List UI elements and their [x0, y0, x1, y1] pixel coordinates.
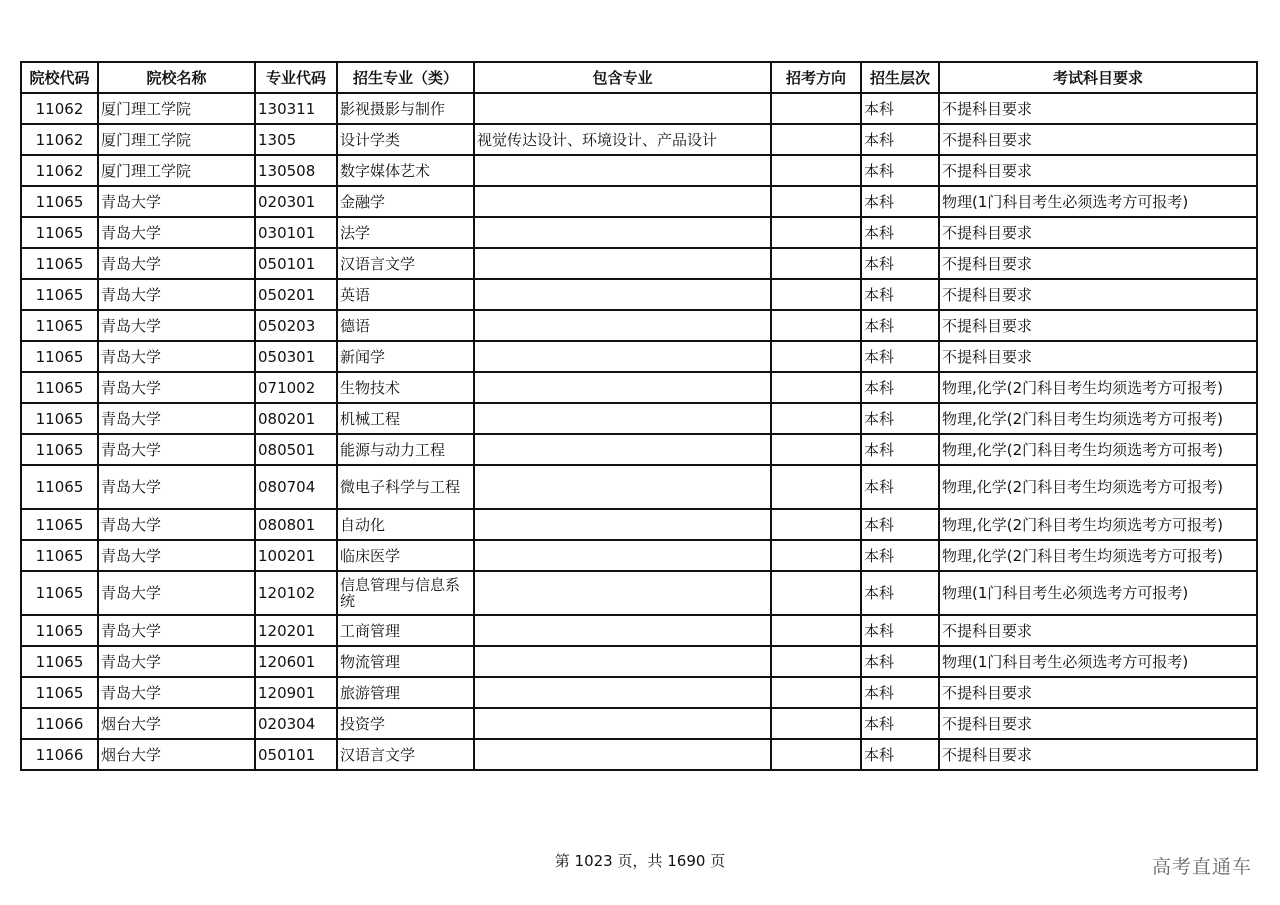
cell-direction [771, 434, 861, 465]
table-row [21, 571, 1257, 615]
cell-major: 投资学 [337, 708, 474, 739]
cell-school-name: 青岛大学 [98, 372, 255, 403]
cell-subjects: 不提科目要求 [939, 739, 1257, 770]
cell-direction [771, 217, 861, 248]
cell-level: 本科 [861, 186, 939, 217]
cell-level: 本科 [861, 571, 939, 615]
cell-level: 本科 [861, 372, 939, 403]
cell-major-code: 050101 [255, 739, 337, 770]
cell-school-name: 青岛大学 [98, 677, 255, 708]
table-row [21, 708, 1257, 739]
cell-school-code: 11065 [21, 186, 98, 217]
table-row [21, 248, 1257, 279]
cell-school-name: 青岛大学 [98, 310, 255, 341]
cell-major: 德语 [337, 310, 474, 341]
cell-school-code: 11066 [21, 739, 98, 770]
cell-school-code: 11065 [21, 571, 98, 615]
cell-major-code: 080704 [255, 465, 337, 509]
header-school-code: 院校代码 [21, 62, 98, 93]
cell-major-code: 071002 [255, 372, 337, 403]
cell-major: 信息管理与信息系统 [337, 571, 474, 615]
cell-level: 本科 [861, 739, 939, 770]
table-row [21, 124, 1257, 155]
table-row [21, 186, 1257, 217]
cell-direction [771, 186, 861, 217]
cell-included-majors [474, 434, 771, 465]
cell-school-code: 11065 [21, 615, 98, 646]
cell-major: 机械工程 [337, 403, 474, 434]
cell-school-name: 青岛大学 [98, 646, 255, 677]
cell-school-name: 青岛大学 [98, 403, 255, 434]
cell-school-name: 青岛大学 [98, 465, 255, 509]
table-body [21, 93, 1257, 770]
header-school-name: 院校名称 [98, 62, 255, 93]
cell-major: 旅游管理 [337, 677, 474, 708]
cell-level: 本科 [861, 540, 939, 571]
cell-school-name: 青岛大学 [98, 248, 255, 279]
cell-direction [771, 677, 861, 708]
cell-subjects: 不提科目要求 [939, 155, 1257, 186]
cell-direction [771, 708, 861, 739]
cell-school-name: 青岛大学 [98, 509, 255, 540]
cell-school-name: 青岛大学 [98, 540, 255, 571]
watermark: 高考直通车 [1151, 856, 1252, 878]
cell-school-name: 烟台大学 [98, 739, 255, 770]
cell-major: 数字媒体艺术 [337, 155, 474, 186]
cell-major-code: 050203 [255, 310, 337, 341]
cell-major-code: 1305 [255, 124, 337, 155]
cell-included-majors [474, 708, 771, 739]
table-row [21, 677, 1257, 708]
cell-major: 英语 [337, 279, 474, 310]
table-row [21, 739, 1257, 770]
cell-school-name: 厦门理工学院 [98, 93, 255, 124]
table-row [21, 372, 1257, 403]
cell-major-code: 050301 [255, 341, 337, 372]
cell-direction [771, 124, 861, 155]
cell-included-majors [474, 93, 771, 124]
table-row [21, 155, 1257, 186]
cell-school-code: 11065 [21, 248, 98, 279]
cell-school-name: 青岛大学 [98, 571, 255, 615]
cell-major-code: 080501 [255, 434, 337, 465]
cell-subjects: 物理,化学(2门科目考生均须选考方可报考) [939, 403, 1257, 434]
cell-major-code: 030101 [255, 217, 337, 248]
cell-school-code: 11065 [21, 646, 98, 677]
cell-direction [771, 372, 861, 403]
cell-school-code: 11065 [21, 372, 98, 403]
table-row [21, 310, 1257, 341]
cell-direction [771, 403, 861, 434]
cell-level: 本科 [861, 155, 939, 186]
cell-school-name: 青岛大学 [98, 341, 255, 372]
cell-direction [771, 540, 861, 571]
cell-subjects: 物理(1门科目考生必须选考方可报考) [939, 186, 1257, 217]
cell-direction [771, 571, 861, 615]
cell-included-majors [474, 310, 771, 341]
cell-major-code: 050201 [255, 279, 337, 310]
table-row [21, 341, 1257, 372]
cell-subjects: 物理(1门科目考生必须选考方可报考) [939, 646, 1257, 677]
cell-level: 本科 [861, 310, 939, 341]
cell-school-code: 11065 [21, 434, 98, 465]
cell-level: 本科 [861, 403, 939, 434]
cell-school-code: 11062 [21, 124, 98, 155]
cell-major: 金融学 [337, 186, 474, 217]
cell-major-code: 120901 [255, 677, 337, 708]
table-row [21, 646, 1257, 677]
cell-level: 本科 [861, 434, 939, 465]
cell-school-name: 厦门理工学院 [98, 124, 255, 155]
cell-major: 新闻学 [337, 341, 474, 372]
cell-major-code: 080801 [255, 509, 337, 540]
cell-included-majors [474, 279, 771, 310]
cell-level: 本科 [861, 465, 939, 509]
cell-included-majors [474, 372, 771, 403]
cell-major-code: 020304 [255, 708, 337, 739]
cell-level: 本科 [861, 509, 939, 540]
cell-major: 汉语言文学 [337, 248, 474, 279]
cell-major: 工商管理 [337, 615, 474, 646]
table-row [21, 434, 1257, 465]
cell-school-code: 11065 [21, 403, 98, 434]
cell-level: 本科 [861, 124, 939, 155]
cell-direction [771, 509, 861, 540]
cell-level: 本科 [861, 341, 939, 372]
table-header-row [21, 62, 1257, 93]
cell-included-majors [474, 646, 771, 677]
cell-subjects: 物理,化学(2门科目考生均须选考方可报考) [939, 540, 1257, 571]
cell-included-majors [474, 739, 771, 770]
cell-included-majors: 视觉传达设计、环境设计、产品设计 [474, 124, 771, 155]
table-row [21, 279, 1257, 310]
header-level: 招生层次 [861, 62, 939, 93]
table-row [21, 615, 1257, 646]
cell-subjects: 不提科目要求 [939, 124, 1257, 155]
header-direction: 招考方向 [771, 62, 861, 93]
cell-school-name: 青岛大学 [98, 615, 255, 646]
cell-major-code: 020301 [255, 186, 337, 217]
cell-school-code: 11065 [21, 677, 98, 708]
cell-school-code: 11062 [21, 155, 98, 186]
table-row [21, 403, 1257, 434]
cell-major-code: 120102 [255, 571, 337, 615]
cell-level: 本科 [861, 248, 939, 279]
cell-major-code: 080201 [255, 403, 337, 434]
cell-subjects: 不提科目要求 [939, 310, 1257, 341]
cell-school-code: 11065 [21, 217, 98, 248]
cell-subjects: 不提科目要求 [939, 248, 1257, 279]
cell-included-majors [474, 341, 771, 372]
cell-direction [771, 465, 861, 509]
cell-major-code: 120201 [255, 615, 337, 646]
cell-major: 物流管理 [337, 646, 474, 677]
cell-included-majors [474, 155, 771, 186]
cell-included-majors [474, 465, 771, 509]
cell-major: 影视摄影与制作 [337, 93, 474, 124]
cell-major-code: 120601 [255, 646, 337, 677]
cell-school-code: 11065 [21, 279, 98, 310]
table-row [21, 217, 1257, 248]
cell-subjects: 物理,化学(2门科目考生均须选考方可报考) [939, 509, 1257, 540]
cell-level: 本科 [861, 217, 939, 248]
cell-subjects: 不提科目要求 [939, 217, 1257, 248]
cell-school-code: 11065 [21, 465, 98, 509]
cell-direction [771, 248, 861, 279]
cell-subjects: 物理(1门科目考生必须选考方可报考) [939, 571, 1257, 615]
cell-direction [771, 739, 861, 770]
cell-major: 临床医学 [337, 540, 474, 571]
table-row [21, 509, 1257, 540]
cell-school-code: 11065 [21, 540, 98, 571]
cell-subjects: 不提科目要求 [939, 677, 1257, 708]
cell-school-name: 青岛大学 [98, 279, 255, 310]
cell-direction [771, 341, 861, 372]
cell-level: 本科 [861, 93, 939, 124]
cell-level: 本科 [861, 646, 939, 677]
cell-subjects: 物理,化学(2门科目考生均须选考方可报考) [939, 434, 1257, 465]
cell-included-majors [474, 403, 771, 434]
header-included-majors: 包含专业 [474, 62, 771, 93]
cell-major-code: 100201 [255, 540, 337, 571]
cell-included-majors [474, 509, 771, 540]
cell-major: 法学 [337, 217, 474, 248]
header-subjects: 考试科目要求 [939, 62, 1257, 93]
cell-major: 自动化 [337, 509, 474, 540]
cell-direction [771, 615, 861, 646]
cell-included-majors [474, 677, 771, 708]
cell-subjects: 不提科目要求 [939, 615, 1257, 646]
cell-subjects: 不提科目要求 [939, 93, 1257, 124]
cell-included-majors [474, 217, 771, 248]
cell-school-code: 11066 [21, 708, 98, 739]
cell-school-name: 青岛大学 [98, 434, 255, 465]
table-row [21, 540, 1257, 571]
cell-subjects: 物理,化学(2门科目考生均须选考方可报考) [939, 465, 1257, 509]
admissions-table [20, 61, 1258, 771]
cell-included-majors [474, 540, 771, 571]
cell-major: 能源与动力工程 [337, 434, 474, 465]
cell-subjects: 不提科目要求 [939, 279, 1257, 310]
cell-school-name: 青岛大学 [98, 186, 255, 217]
cell-school-code: 11062 [21, 93, 98, 124]
cell-major-code: 130311 [255, 93, 337, 124]
table-row [21, 93, 1257, 124]
page-footer: 第 1023 页，共 1690 页 [554, 852, 726, 870]
table-row [21, 465, 1257, 509]
cell-subjects: 不提科目要求 [939, 708, 1257, 739]
cell-level: 本科 [861, 615, 939, 646]
cell-direction [771, 310, 861, 341]
cell-school-code: 11065 [21, 509, 98, 540]
cell-major: 汉语言文学 [337, 739, 474, 770]
cell-included-majors [474, 186, 771, 217]
cell-direction [771, 279, 861, 310]
cell-major: 微电子科学与工程 [337, 465, 474, 509]
header-major: 招生专业（类） [337, 62, 474, 93]
cell-school-code: 11065 [21, 341, 98, 372]
cell-direction [771, 155, 861, 186]
cell-major: 设计学类 [337, 124, 474, 155]
cell-direction [771, 93, 861, 124]
cell-school-name: 烟台大学 [98, 708, 255, 739]
cell-included-majors [474, 615, 771, 646]
cell-level: 本科 [861, 677, 939, 708]
header-major-code: 专业代码 [255, 62, 337, 93]
cell-major-code: 130508 [255, 155, 337, 186]
cell-major: 生物技术 [337, 372, 474, 403]
cell-included-majors [474, 571, 771, 615]
cell-level: 本科 [861, 708, 939, 739]
cell-subjects: 不提科目要求 [939, 341, 1257, 372]
cell-school-name: 厦门理工学院 [98, 155, 255, 186]
cell-included-majors [474, 248, 771, 279]
cell-direction [771, 646, 861, 677]
cell-school-code: 11065 [21, 310, 98, 341]
cell-school-name: 青岛大学 [98, 217, 255, 248]
cell-subjects: 物理,化学(2门科目考生均须选考方可报考) [939, 372, 1257, 403]
cell-major-code: 050101 [255, 248, 337, 279]
cell-level: 本科 [861, 279, 939, 310]
